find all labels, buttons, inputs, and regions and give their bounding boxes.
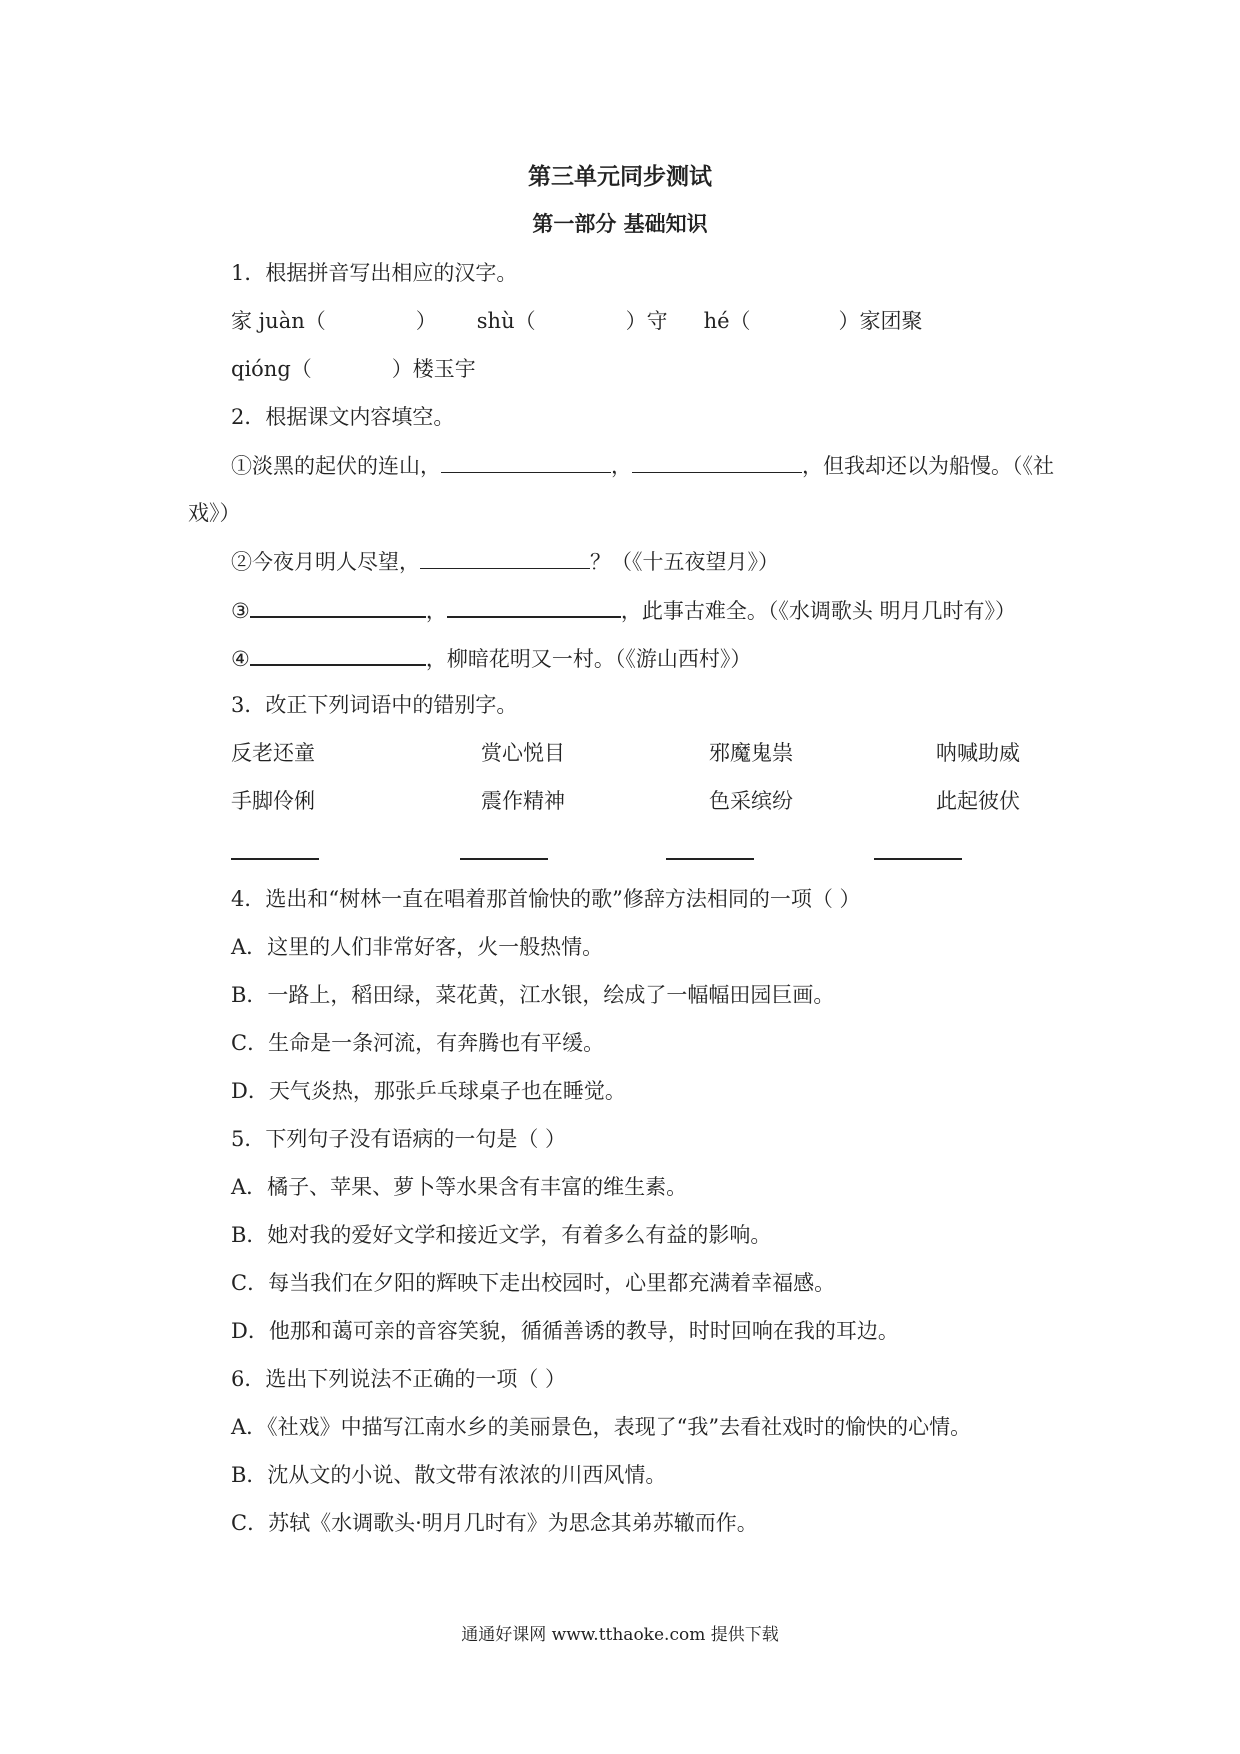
word-item: 色采缤纷 — [709, 789, 793, 813]
question-2-item-4: ④ ，柳暗花明又一村。（《游山西村》） — [231, 642, 751, 674]
word-item: 邪魔鬼祟 — [709, 741, 793, 765]
pinyin-item: 家 juàn（ — [231, 309, 326, 333]
fill-blank — [420, 546, 590, 569]
option-a: A．橘子、苹果、萝卜等水果含有丰富的维生素。 — [231, 1175, 688, 1199]
fill-blank — [632, 450, 802, 473]
word-item: 呐喊助威 — [936, 741, 1020, 765]
section-title: 第一部分 基础知识 — [532, 212, 708, 236]
word-item: 反老还童 — [231, 741, 315, 765]
option-a: A．这里的人们非常好客，火一般热情。 — [231, 935, 604, 959]
question-4-prompt: 4．选出和“树林一直在唱着那首愉快的歌”修辞方法相同的一项（ ） — [231, 887, 861, 911]
answer-underline — [231, 858, 319, 860]
option-c: C．每当我们在夕阳的辉映下走出校园时，心里都充满着幸福感。 — [231, 1271, 836, 1295]
answer-underline — [874, 858, 962, 860]
question-2-item-1: ①淡黑的起伏的连山， ， ，但我却还以为船慢。（《社 — [231, 450, 1054, 481]
question-3-prompt: 3．改正下列词语中的错别字。 — [231, 693, 518, 717]
question-6-prompt: 6．选出下列说法不正确的一项（ ） — [231, 1367, 567, 1391]
word-item: 震作精神 — [481, 789, 565, 813]
word-item: 此起彼伏 — [936, 789, 1020, 813]
question-2-item-1-wrap: 戏》） — [188, 501, 241, 525]
question-2-item-3: ③ ， ，此事古难全。（《水调歌头 明月几时有》） — [231, 594, 1016, 626]
page-title: 第三单元同步测试 — [528, 164, 712, 190]
question-2-prompt: 2．根据课文内容填空。 — [231, 405, 455, 429]
option-b: B．沈从文的小说、散文带有浓浓的川西风情。 — [231, 1463, 667, 1487]
option-c: C．生命是一条河流，有奔腾也有平缓。 — [231, 1031, 605, 1055]
answer-underline — [460, 858, 548, 860]
pinyin-item: shù（ — [476, 309, 536, 333]
question-1-prompt: 1．根据拼音写出相应的汉字。 — [231, 261, 518, 285]
option-c: C．苏轼《水调歌头·明月几时有》为思念其弟苏辙而作。 — [231, 1511, 758, 1535]
fill-blank — [250, 594, 426, 618]
option-b: B．一路上，稻田绿，菜花黄，江水银，绘成了一幅幅田园巨画。 — [231, 983, 835, 1007]
word-item: 赏心悦目 — [481, 741, 565, 765]
answer-underline — [666, 858, 754, 860]
pinyin-item: ）家团聚 — [838, 309, 923, 333]
pinyin-item: ）楼玉宇 — [391, 357, 476, 381]
fill-blank — [441, 450, 611, 473]
fill-blank — [250, 642, 426, 666]
pinyin-item: ）守 — [625, 309, 668, 333]
paren-close: ） — [415, 309, 437, 333]
pinyin-item: hé（ — [703, 309, 751, 333]
question-1-row-2 — [231, 354, 476, 384]
option-a: A．《社戏》中描写江南水乡的美丽景色，表现了“我”去看社戏时的愉快的心情。 — [231, 1415, 972, 1439]
word-item: 手脚伶俐 — [231, 789, 315, 813]
fill-blank — [447, 594, 621, 618]
question-1-row-1 — [231, 306, 923, 336]
option-d: D．天气炎热，那张乒乓球桌子也在睡觉。 — [231, 1079, 626, 1103]
option-d: D．他那和蔼可亲的音容笑貌，循循善诱的教导，时时回响在我的耳边。 — [231, 1319, 899, 1343]
question-2-item-2: ②今夜月明人尽望， ？（《十五夜望月》） — [231, 546, 779, 577]
question-5-prompt: 5．下列句子没有语病的一句是（ ） — [231, 1127, 567, 1151]
page-footer: 通通好课网 www.tthaoke.com 提供下载 — [461, 1625, 779, 1645]
option-b: B．她对我的爱好文学和接近文学，有着多么有益的影响。 — [231, 1223, 772, 1247]
pinyin-item: qióng（ — [231, 357, 312, 381]
